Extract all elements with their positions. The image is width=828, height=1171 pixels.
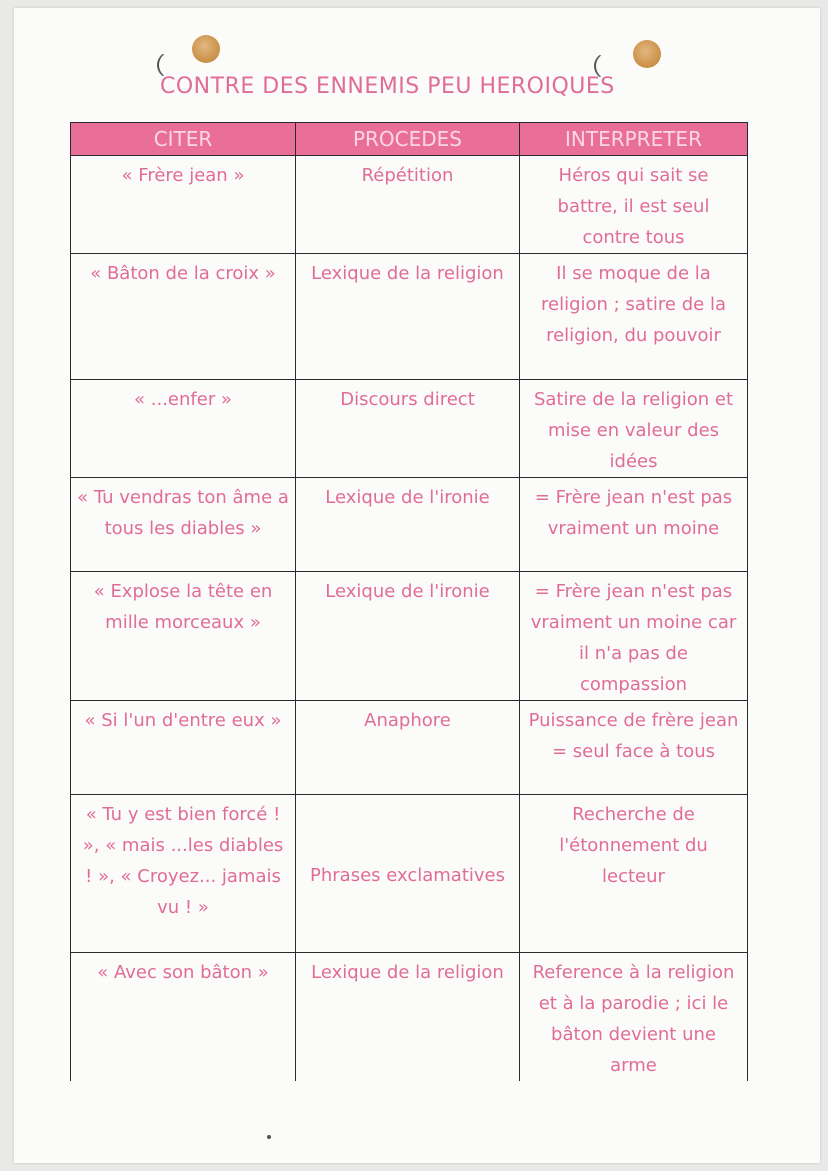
cell-interpretation: Héros qui sait se battre, il est seul contre tous [520,156,748,254]
table-row [71,953,748,1082]
binder-hole-right [633,40,661,68]
pen-dot [267,1135,271,1139]
cell-citation: « Tu y est bien forcé ! », « mais ...les diables ! », « Croyez... jamais vu ! » [71,795,296,953]
cell-procede: Répétition [296,156,520,254]
cell-citation: « Frère jean » [71,156,296,254]
cell-citation: « ...enfer » [71,380,296,478]
table-row [71,795,748,953]
cell-procede: Anaphore [296,701,520,795]
table-header-row [71,123,748,156]
cell-procede: Discours direct [296,380,520,478]
table-row [71,572,748,701]
cell-interpretation: Satire de la religion et mise en valeur des idées [520,380,748,478]
cell-interpretation: Reference à la religion et à la parodie ; ici le bâton devient une arme [520,953,748,1082]
table-row [71,380,748,478]
table-row [71,478,748,572]
cell-procede: Phrases exclamatives [296,795,520,953]
page-title: CONTRE DES ENNEMIS PEU HEROIQUES [160,74,615,99]
table-row [71,254,748,380]
cell-procede: Lexique de l'ironie [296,478,520,572]
cell-interpretation: Il se moque de la religion ; satire de la religion, du pouvoir [520,254,748,380]
cell-citation: « Avec son bâton » [71,953,296,1082]
analysis-table [70,122,748,1081]
column-header-citer: CITER [71,123,296,156]
cell-interpretation: = Frère jean n'est pas vraiment un moine car il n'a pas de compassion [520,572,748,701]
cell-citation: « Explose la tête en mille morceaux » [71,572,296,701]
cell-procede: Lexique de l'ironie [296,572,520,701]
cell-interpretation: Puissance de frère jean = seul face à tous [520,701,748,795]
cell-interpretation: = Frère jean n'est pas vraiment un moine [520,478,748,572]
table-row [71,156,748,254]
column-header-interpreter: INTERPRETER [520,123,748,156]
cell-procede: Lexique de la religion [296,254,520,380]
binder-hole-left [192,35,220,63]
cell-citation: « Si l'un d'entre eux » [71,701,296,795]
cell-procede: Lexique de la religion [296,953,520,1082]
cell-interpretation: Recherche de l'étonnement du lecteur [520,795,748,953]
cell-citation: « Tu vendras ton âme a tous les diables » [71,478,296,572]
table-row [71,701,748,795]
column-header-procedes: PROCEDES [296,123,520,156]
cell-citation: « Bâton de la croix » [71,254,296,380]
